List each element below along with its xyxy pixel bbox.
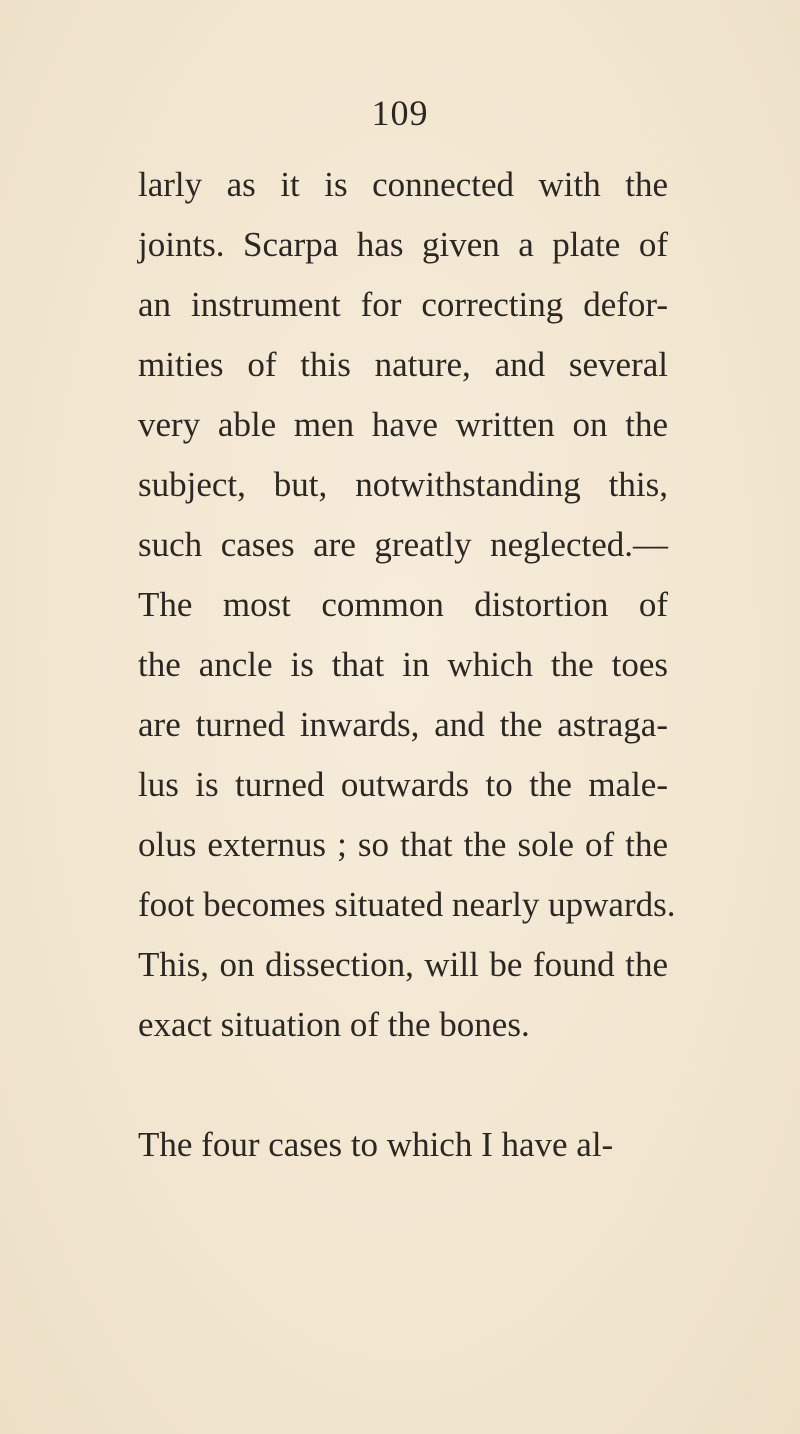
text-line: The most common distortion of xyxy=(138,585,668,624)
text-line: foot becomes situated nearly upwards. xyxy=(138,885,676,924)
text-line: the ancle is that in which the toes xyxy=(138,645,668,684)
text-line: olus externus ; so that the sole of the xyxy=(138,825,668,864)
paragraph-gap xyxy=(138,1055,668,1115)
text-line: This, on dissection, will be found the xyxy=(138,945,668,984)
text-line: The four cases to which I have al- xyxy=(138,1125,614,1164)
text-line: mities of this nature, and several xyxy=(138,345,668,384)
page-number: 109 xyxy=(371,93,429,133)
text-line: exact situation of the bones. xyxy=(138,1005,530,1044)
text-line: subject, but, notwithstanding this, xyxy=(138,465,668,504)
paragraph xyxy=(138,1115,668,1175)
text-line: larly as it is connected with the xyxy=(138,165,668,204)
text-line: are turned inwards, and the astraga- xyxy=(138,705,668,744)
text-line: joints. Scarpa has given a plate of xyxy=(138,225,668,264)
text-line: an instrument for correcting defor- xyxy=(138,285,668,324)
text-line: lus is turned outwards to the male- xyxy=(138,765,668,804)
page-text xyxy=(138,155,676,1175)
paragraph xyxy=(138,155,676,1055)
text-line: such cases are greatly neglected.— xyxy=(138,525,668,564)
text-line: very able men have written on the xyxy=(138,405,668,444)
